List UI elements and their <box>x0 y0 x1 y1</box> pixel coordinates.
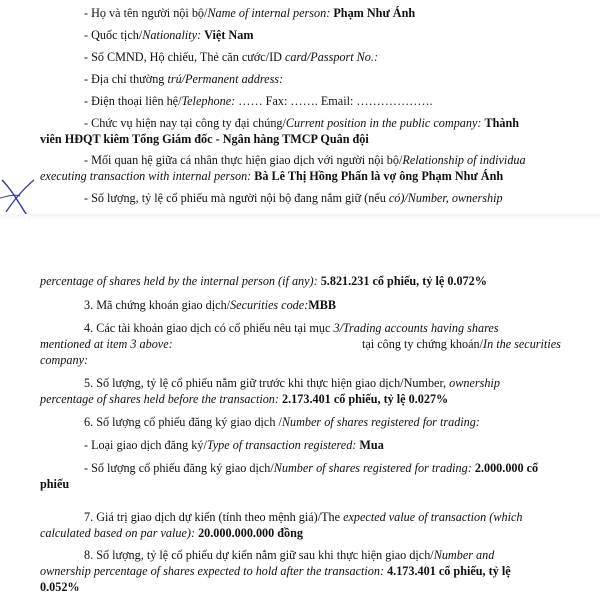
label-en: Current position in the public company: <box>285 116 482 130</box>
label: tại công ty chứng khoán/ <box>362 337 484 351</box>
label-en: card/Passport No.: <box>285 50 379 64</box>
value: MBB <box>308 298 336 312</box>
label: - Họ và tên người nội bộ/ <box>84 6 208 20</box>
label-en: percentage of shares held by the internal person (if any): <box>40 274 318 288</box>
contact-fields: …… Fax: ……. Email: ………………. <box>235 94 433 108</box>
trading-accounts-line-2b <box>362 337 561 352</box>
value: Mua <box>359 438 384 452</box>
trading-accounts-line-1 <box>84 321 499 336</box>
label-en: ownership percentage of shares expected to hold after the transaction: <box>40 564 385 578</box>
label-en: có)/Number, ownership <box>388 191 503 205</box>
label-en: executing transaction with internal person: <box>40 169 252 183</box>
value: Việt Nam <box>204 28 254 42</box>
value: 20.000.000.000 đồng <box>198 526 304 540</box>
label: 4. Các tài khoản giao dịch có cổ phiếu nêu tại mục <box>84 321 334 335</box>
label: - Số CMND, Hộ chiếu, Thẻ căn cước/ID <box>84 50 286 64</box>
position-line-1 <box>84 116 519 131</box>
label: - Số lượng cổ phiếu đăng ký giao dịch/ <box>84 461 274 475</box>
holding-line-1 <box>84 191 503 206</box>
label: 8. Số lượng, tỷ lệ cổ phiếu dự kiến nắm giữ sau khi thực hiện giao dịch/ <box>84 548 434 562</box>
securities-code-line <box>84 298 336 313</box>
id-passport-line <box>84 50 378 65</box>
label-en: mentioned at item 3 above: <box>40 337 173 351</box>
value: 0.052% <box>40 580 80 594</box>
value: 2.000.000 cổ <box>474 461 539 475</box>
value: 4.173.401 cổ phiếu, tỷ lệ <box>387 564 511 578</box>
label: 6. Số lượng cổ phiếu đăng ký giao dịch / <box>84 415 282 429</box>
value: Bà Lê Thị Hồng Phấn là vợ ông Phạm Như Ánh <box>254 169 504 183</box>
value: 5.821.231 cổ phiếu, tỷ lệ 0.072% <box>320 274 487 288</box>
expected-value-line-1 <box>84 510 522 525</box>
page-break <box>0 222 600 264</box>
label-en: Nationality: <box>142 28 202 42</box>
label: - Địa chỉ thường <box>84 72 168 86</box>
label-en: percentage of shares held before the transaction: <box>40 392 279 406</box>
label: - Quốc tịch/ <box>84 28 143 42</box>
trading-accounts-line-2 <box>40 337 173 352</box>
label-en: Telephone: <box>181 94 236 108</box>
label-en: trú/Permanent address: <box>167 72 284 86</box>
label-en: Name of internal person: <box>207 6 331 20</box>
label-en: Relationship of individua <box>402 153 526 167</box>
holding-before-line-1 <box>84 376 500 391</box>
expected-holding-line-2 <box>40 564 511 579</box>
shares-registered-line <box>84 415 480 430</box>
relationship-line-2 <box>40 169 503 184</box>
expected-holding-line-3 <box>40 580 80 595</box>
label: 7. Giá trị giao dịch dự kiến (tính theo mệnh giá)/The <box>84 510 344 524</box>
label: - Chức vụ hiện nay tại công ty đại chúng/ <box>84 116 286 130</box>
label-en: Number of shares registered for trading: <box>273 461 472 475</box>
address-line <box>84 72 283 87</box>
label: 3. Mã chứng khoán giao dịch/ <box>84 298 231 312</box>
label: 5. Số lượng, tỷ lệ cổ phiếu nắm giữ trước khi thực hiện giao dịch/Number, <box>84 376 450 390</box>
expected-value-line-2 <box>40 526 303 541</box>
label-en: Securities code: <box>230 298 309 312</box>
label: - Loại giao dịch đăng ký/ <box>84 438 207 452</box>
relationship-line-1 <box>84 153 526 168</box>
label-en: expected value of transaction (which <box>343 510 523 524</box>
expected-holding-line-1 <box>84 548 494 563</box>
label-en: calculated based on par value): <box>40 526 196 540</box>
nationality-line <box>84 28 253 43</box>
internal-person-name-line <box>84 6 415 21</box>
position-line-2 <box>40 132 369 147</box>
label-en: Number and <box>433 548 495 562</box>
label: - Số lượng, tỷ lệ cổ phiếu mà người nội bộ đang nắm giữ (nếu <box>84 191 389 205</box>
trading-accounts-line-3 <box>40 353 88 368</box>
value: phiếu <box>40 477 70 491</box>
label-en: Number of shares registered for trading: <box>281 415 480 429</box>
value: Thành <box>484 116 520 130</box>
label-en: In the securities <box>483 337 561 351</box>
registered-amount-line-1 <box>84 461 538 476</box>
page-break-shadow <box>0 214 600 220</box>
registered-amount-line-2 <box>40 477 69 492</box>
label-en: 3/Trading accounts having shares <box>333 321 499 335</box>
holding-before-line-2 <box>40 392 448 407</box>
holding-line-2 <box>40 274 487 289</box>
label: - Mối quan hệ giữa cá nhân thực hiện giao dịch với người nội bộ/ <box>84 153 403 167</box>
telephone-line <box>84 94 433 109</box>
label-en: Type of transaction registered: <box>206 438 357 452</box>
transaction-type-line <box>84 438 384 453</box>
value: Phạm Như Ánh <box>333 6 416 20</box>
value: viên HĐQT kiêm Tổng Giám đốc - Ngân hàng TMCP Quân đội <box>40 132 369 146</box>
label-en: ownership <box>449 376 500 390</box>
label: - Điện thoại liên hệ/ <box>84 94 182 108</box>
label-en: company: <box>40 353 89 367</box>
value: 2.173.401 cổ phiếu, tỷ lệ 0.027% <box>282 392 449 406</box>
